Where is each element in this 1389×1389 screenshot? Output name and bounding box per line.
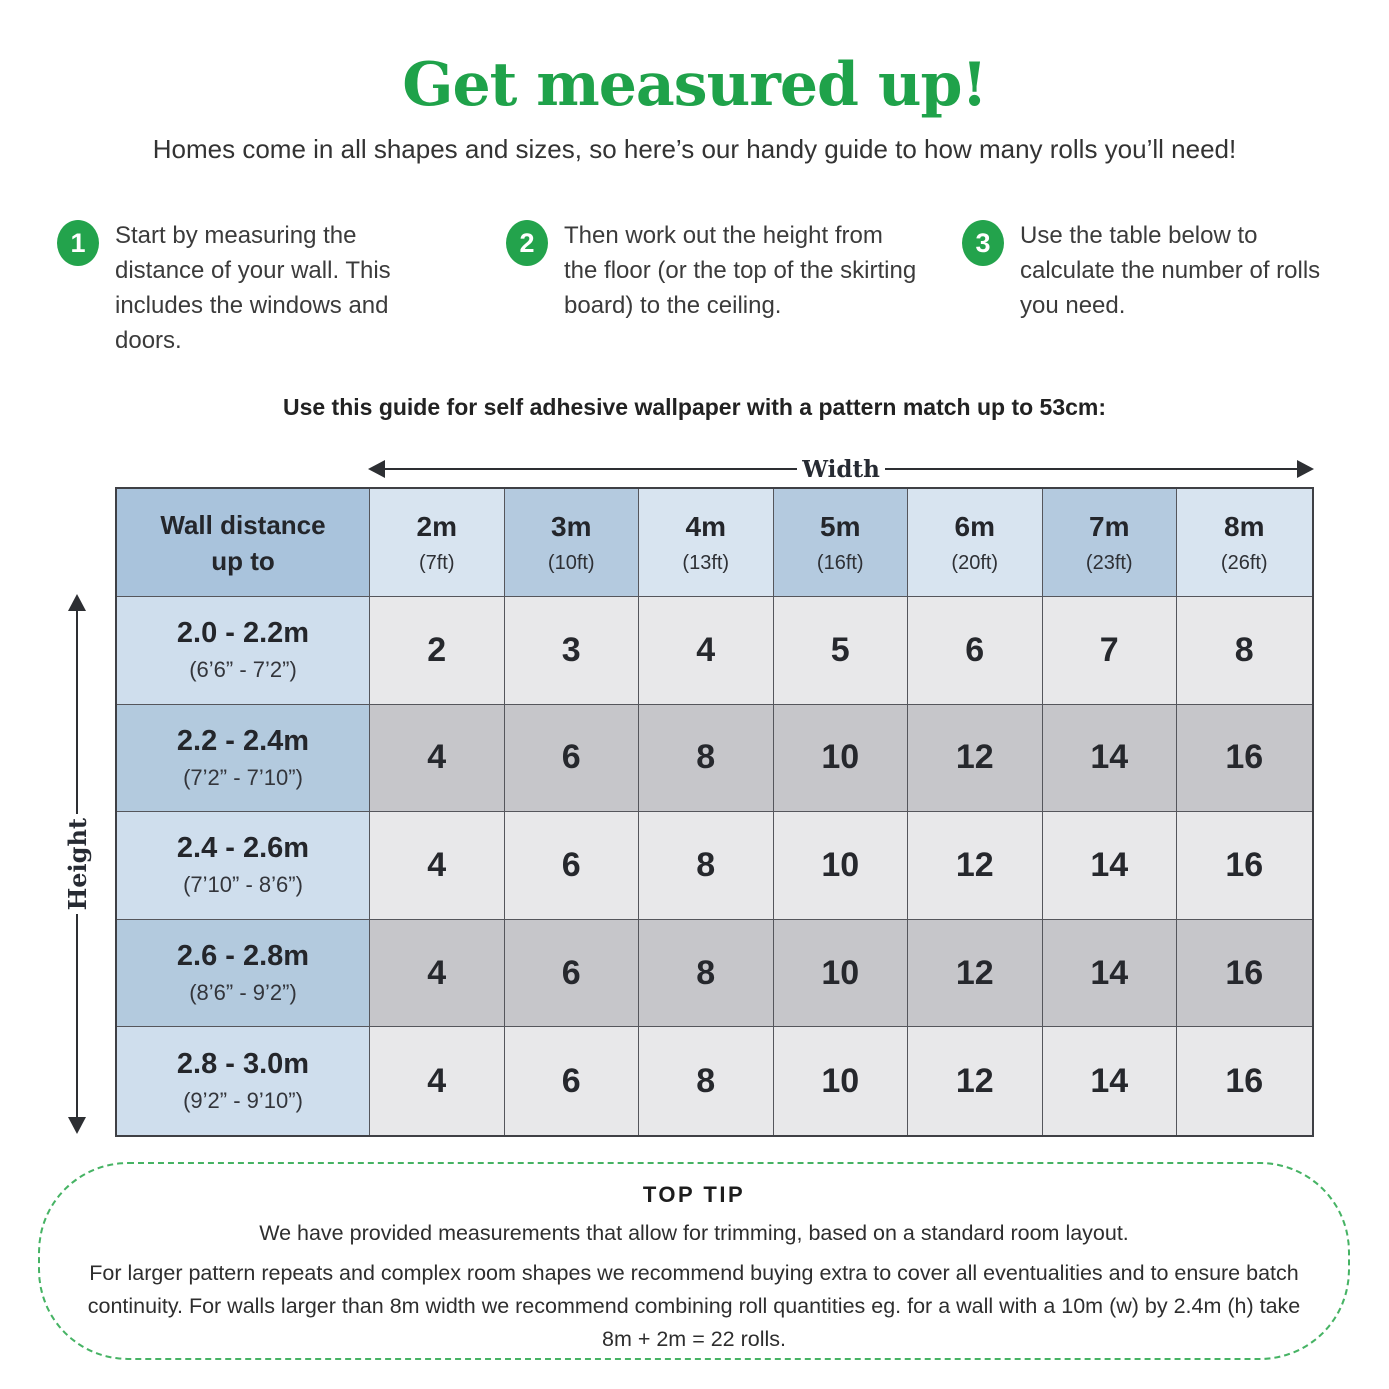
column-header-sub: (16ft) (816, 551, 864, 574)
value-cell: 16 (1177, 920, 1312, 1028)
value-cell: 8 (639, 705, 774, 813)
step-text: Use the table below to calculate the number of rolls you need. (1020, 222, 1321, 319)
step-number-badge: 3 (962, 220, 1004, 266)
corner-header-cell (117, 489, 370, 597)
up-arrowhead-icon (68, 594, 86, 611)
row-header-cell (117, 812, 370, 920)
value-cell: 6 (505, 812, 640, 920)
value-cell: 16 (1177, 1027, 1312, 1135)
value-cell: 8 (1177, 597, 1312, 705)
row-range-label: 2.0 - 2.2m (176, 617, 310, 650)
page-title: Get measured up! (402, 50, 987, 120)
column-header-cell (1177, 489, 1312, 597)
row-imperial-label: (6’6” - 7’2”) (189, 657, 297, 683)
row-range-label: 2.8 - 3.0m (176, 1048, 310, 1081)
column-header-label: 8m (1224, 510, 1265, 542)
row-header-cell (117, 705, 370, 813)
column-header-sub: (23ft) (1085, 551, 1133, 574)
down-arrowhead-icon (68, 1117, 86, 1134)
value-cell: 10 (774, 812, 909, 920)
value-cell: 14 (1043, 1027, 1178, 1135)
value-cell: 16 (1177, 812, 1312, 920)
row-range-label: 2.4 - 2.6m (176, 832, 310, 865)
top-tip-heading: TOP TIP (642, 1182, 746, 1207)
top-tip-box (38, 1162, 1350, 1360)
value-cell: 10 (774, 920, 909, 1028)
column-header-sub: (20ft) (951, 551, 999, 574)
column-header-sub: (26ft) (1220, 551, 1268, 574)
right-arrowhead-icon (1297, 460, 1314, 478)
value-cell: 8 (639, 812, 774, 920)
column-header-cell (505, 489, 640, 597)
page-subtitle: Homes come in all shapes and sizes, so here’s our handy guide to how many rolls you’ll need! (152, 134, 1237, 164)
value-cell: 8 (639, 920, 774, 1028)
value-cell: 4 (639, 597, 774, 705)
value-cell: 4 (370, 705, 505, 813)
value-cell: 5 (774, 597, 909, 705)
height-axis (62, 594, 92, 1134)
row-imperial-label: (8’6” - 9’2”) (189, 980, 297, 1006)
column-header-label: 5m (820, 510, 861, 542)
row-range-label: 2.6 - 2.8m (176, 940, 310, 973)
top-tip-line1: We have provided measurements that allow for trimming, based on a standard room layout. (259, 1221, 1129, 1245)
value-cell: 6 (505, 705, 640, 813)
corner-header-label: Wall distance up to (160, 509, 326, 576)
row-header-cell (117, 1027, 370, 1135)
step-number-badge: 1 (57, 220, 99, 266)
row-header-cell (117, 597, 370, 705)
value-cell: 14 (1043, 812, 1178, 920)
guide-heading: Use this guide for self adhesive wallpaper with a pattern match up to 53cm: (282, 394, 1107, 420)
step-number-badge: 2 (506, 220, 548, 266)
rolls-table (115, 487, 1314, 1137)
left-arrowhead-icon (368, 460, 385, 478)
row-imperial-label: (9’2” - 9’10”) (183, 1088, 303, 1114)
value-cell: 4 (370, 812, 505, 920)
row-imperial-label: (7’2” - 7’10”) (183, 764, 303, 790)
column-header-sub: (7ft) (418, 551, 455, 574)
value-cell: 3 (505, 597, 640, 705)
value-cell: 14 (1043, 705, 1178, 813)
column-header-cell (774, 489, 909, 597)
value-cell: 6 (908, 597, 1043, 705)
width-axis (368, 456, 1314, 482)
value-cell: 10 (774, 705, 909, 813)
column-header-sub: (10ft) (547, 551, 595, 574)
value-cell: 8 (639, 1027, 774, 1135)
column-header-cell (908, 489, 1043, 597)
value-cell: 4 (370, 1027, 505, 1135)
step-item-2 (506, 218, 918, 323)
step-item-3 (962, 218, 1324, 323)
column-header-label: 3m (551, 510, 592, 542)
value-cell: 12 (908, 920, 1043, 1028)
value-cell: 12 (908, 812, 1043, 920)
axis-line (885, 468, 1297, 470)
value-cell: 6 (505, 920, 640, 1028)
value-cell: 10 (774, 1027, 909, 1135)
value-cell: 14 (1043, 920, 1178, 1028)
value-cell: 12 (908, 705, 1043, 813)
axis-line (76, 611, 78, 814)
value-cell: 7 (1043, 597, 1178, 705)
top-tip-line2: For larger pattern repeats and complex room shapes we recommend buying extra to cover all eventualities and to ensure batch continuity. For walls larger than 8m width we recommend combining roll quantities eg. for a wall with a 10m (w) by 2.4m (h) take 8m + 2m = 22 rolls. (87, 1261, 1301, 1351)
column-header-cell (639, 489, 774, 597)
row-range-label: 2.2 - 2.4m (176, 724, 310, 757)
value-cell: 2 (370, 597, 505, 705)
column-header-cell (370, 489, 505, 597)
column-header-label: 2m (416, 510, 457, 542)
value-cell: 4 (370, 920, 505, 1028)
column-header-label: 7m (1089, 510, 1130, 542)
step-text: Start by measuring the distance of your wall. This includes the windows and doors. (115, 222, 391, 354)
height-axis-label: Height (62, 817, 92, 911)
step-text: Then work out the height from the floor (or the top of the skirting board) to the ceiling. (564, 222, 917, 319)
value-cell: 16 (1177, 705, 1312, 813)
axis-line (385, 468, 797, 470)
value-cell: 12 (908, 1027, 1043, 1135)
row-header-cell (117, 920, 370, 1028)
step-item-1 (57, 218, 449, 358)
column-header-label: 4m (685, 510, 726, 542)
column-header-sub: (13ft) (682, 551, 730, 574)
axis-line (76, 914, 78, 1117)
column-header-cell (1043, 489, 1178, 597)
column-header-label: 6m (954, 510, 995, 542)
value-cell: 6 (505, 1027, 640, 1135)
width-axis-label: Width (802, 455, 880, 483)
row-imperial-label: (7’10” - 8’6”) (183, 872, 303, 898)
